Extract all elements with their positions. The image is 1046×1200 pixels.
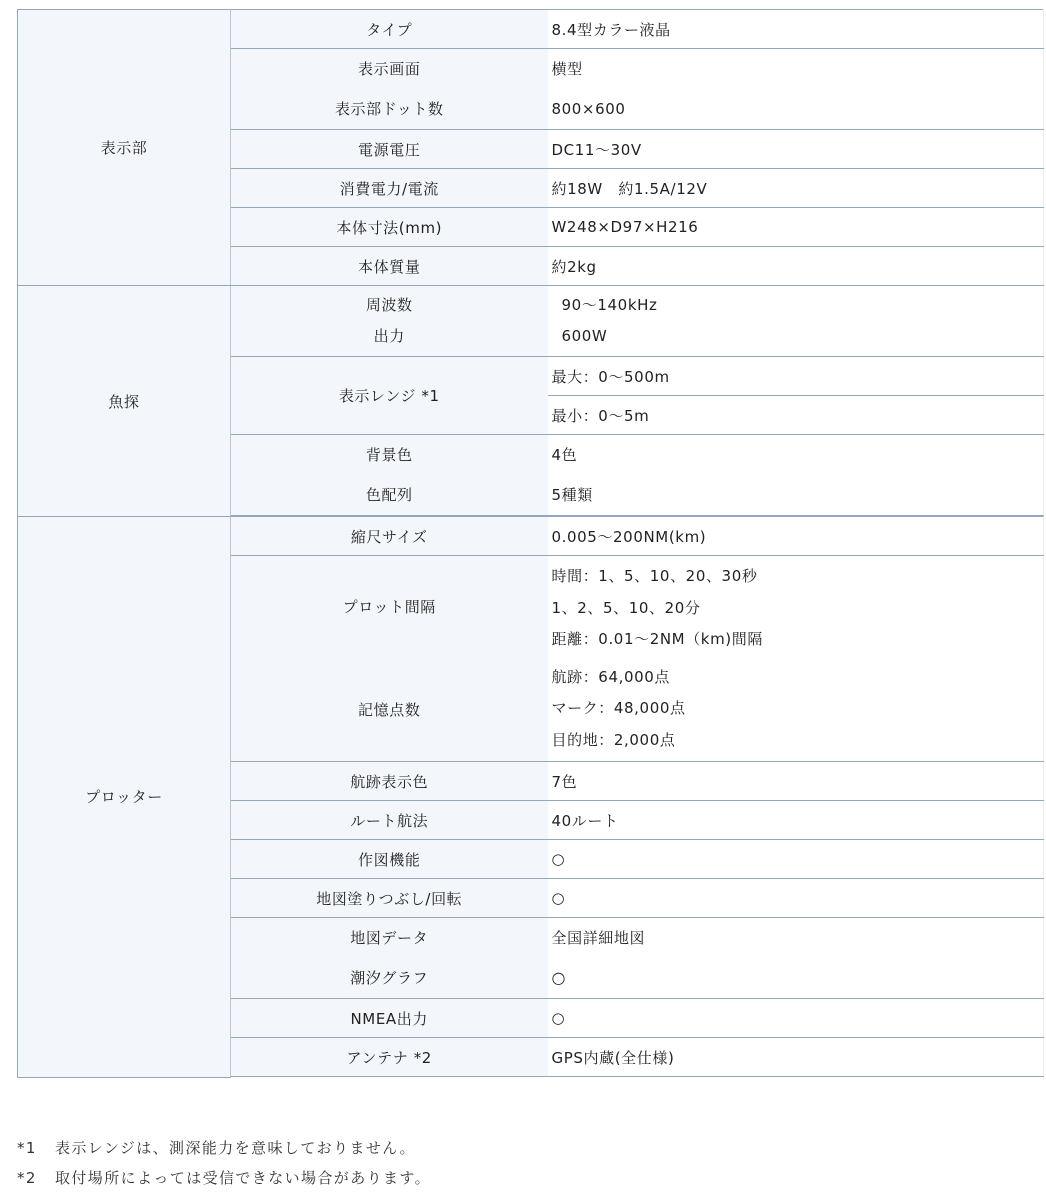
row-label: [231, 286, 548, 357]
row-label: [231, 918, 548, 999]
row-label: 縮尺サイズ: [231, 517, 548, 556]
row-label: 表示レンジ *1: [231, 357, 548, 435]
row-value: 約18W 約1.5A/12V: [548, 169, 1044, 208]
row-label: [231, 435, 548, 516]
row-value: ○: [548, 840, 1044, 879]
label-line: 潮汐グラフ: [350, 969, 429, 987]
row-label: 航跡表示色: [231, 762, 548, 801]
spec-row: [18, 10, 1044, 49]
spec-row: [18, 286, 1044, 357]
label-line: 表示部ドット数: [334, 100, 444, 118]
row-label: 本体寸法(mm): [231, 208, 548, 247]
row-value: DC11〜30V: [548, 130, 1044, 169]
row-label: タイプ: [231, 10, 548, 49]
row-label: [231, 49, 548, 130]
label-line: 背景色: [365, 446, 413, 464]
footnote: [17, 1133, 431, 1163]
row-value: GPS内蔵(全仕様): [548, 1038, 1044, 1077]
footnote-text: 取付場所によっては受信できない場合があります。: [55, 1169, 432, 1187]
spec-row: [18, 517, 1044, 556]
value-line: 横型: [551, 60, 583, 78]
value-line: 4色: [551, 446, 578, 464]
label-line: 周波数: [365, 296, 413, 314]
section-plotter: プロッター: [18, 517, 231, 1078]
value-line: 1、2、5、10、20分: [551, 598, 701, 617]
footnote-mark: *2: [17, 1169, 37, 1187]
value-line: 時間：1、5、10、20、30秒: [551, 567, 758, 585]
row-label: [231, 556, 548, 762]
value-line: 800×600: [551, 100, 626, 118]
row-value: W248×D97×H216: [548, 208, 1044, 247]
value-line: 距離：0.01〜2NM（km)間隔: [551, 630, 763, 648]
row-label: アンテナ *2: [231, 1038, 548, 1077]
row-value: [548, 556, 1044, 762]
row-label: 地図塗りつぶし/回転: [231, 879, 548, 918]
row-value: [548, 286, 1044, 357]
row-label: NMEA出力: [231, 999, 548, 1038]
label-line: 色配列: [365, 486, 413, 504]
value-line: 5種類: [551, 486, 593, 504]
footnote: [17, 1163, 431, 1193]
row-label: ルート航法: [231, 801, 548, 840]
row-label: 消費電力/電流: [231, 169, 548, 208]
row-value: 最大：0〜500m: [548, 357, 1044, 396]
row-value: 0.005〜200NM(km): [548, 517, 1044, 556]
row-value: 約2kg: [548, 247, 1044, 286]
spec-table: [17, 9, 1044, 1078]
section-display: 表示部: [18, 10, 231, 286]
row-value: [548, 435, 1044, 516]
row-label: 作図機能: [231, 840, 548, 879]
row-value: 8.4型カラー液晶: [548, 10, 1044, 49]
footnote-text: 表示レンジは、測深能力を意味しておりません。: [55, 1139, 416, 1157]
footnotes: [17, 1133, 431, 1193]
value-line: ○: [551, 968, 567, 987]
section-fishfinder: 魚探: [18, 286, 231, 517]
label-line: 出力: [373, 327, 405, 345]
row-value: 40ルート: [548, 801, 1044, 840]
row-label: 電源電圧: [231, 130, 548, 169]
label-line: 記憶点数: [358, 701, 421, 719]
value-line: 全国詳細地図: [551, 929, 646, 947]
label-line: プロット間隔: [342, 598, 436, 616]
value-line: 航跡：64,000点: [551, 667, 670, 686]
value-line: 600W: [561, 327, 608, 345]
row-label: 本体質量: [231, 247, 548, 286]
value-line: マーク：48,000点: [551, 699, 686, 717]
row-value: ○: [548, 879, 1044, 918]
row-value: 7色: [548, 762, 1044, 801]
row-value: [548, 49, 1044, 130]
label-line: 地図データ: [350, 929, 429, 947]
footnote-mark: *1: [17, 1139, 37, 1157]
row-value: 最小：0〜5m: [548, 396, 1044, 435]
row-value: ○: [548, 999, 1044, 1038]
value-line: 90〜140kHz: [561, 296, 658, 314]
row-value: [548, 918, 1044, 999]
label-line: 表示画面: [358, 60, 421, 78]
value-line: 目的地：2,000点: [551, 730, 676, 749]
